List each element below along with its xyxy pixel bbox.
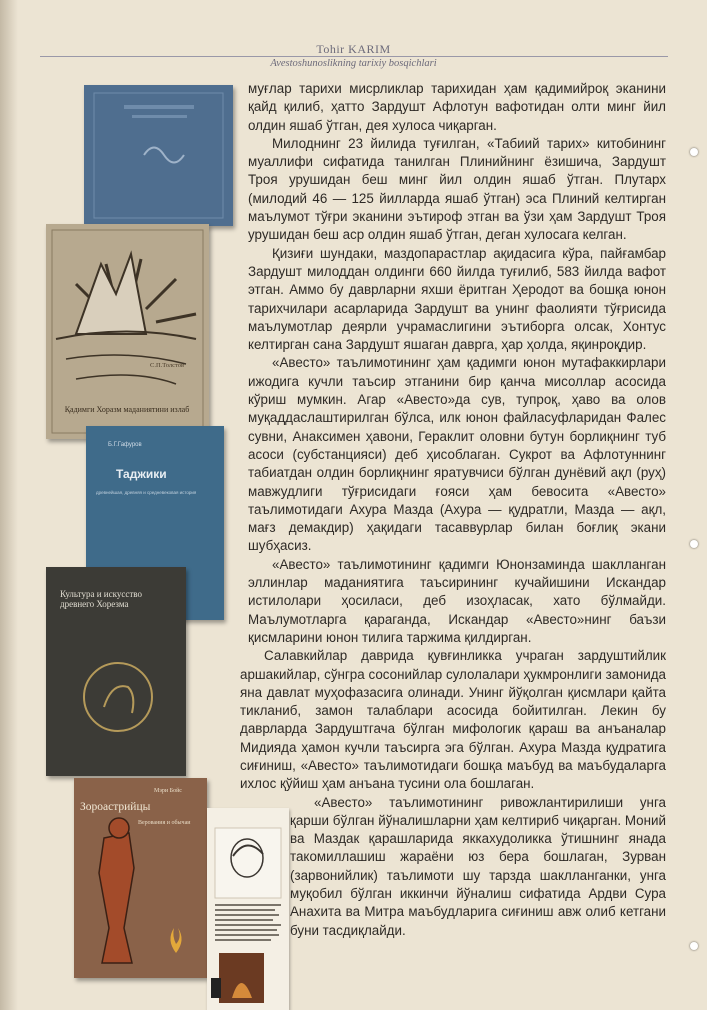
book-cover-zoroastrians: [74, 778, 207, 978]
book-tajiki-subtitle: древнейшая, древняя и средневековая история: [96, 490, 197, 495]
book-cover-zoroastrians-art: [74, 778, 207, 978]
book-zoroastrians-title: Зороастрийцы: [80, 801, 151, 813]
book-cover-tolstov: [46, 224, 209, 439]
punch-hole-middle: [690, 540, 698, 548]
book-tajiki-title: Таджики: [116, 467, 167, 481]
article-body: [240, 80, 666, 940]
punch-hole-bottom: [690, 942, 698, 950]
book-tolstov-author: С.П.Толстов: [150, 362, 185, 369]
paragraph-7: «Авесто» таълимотининг ривожлантирилиши унга қарши бўлган йўналишларни ҳам келтириб чиқарган. Моний ва Маздак қарашларида яккахудоликка ўтишнинг янада такомиллашиш жараёни юз бера бошлаган, Зурван (зарвонийлик) таълимоти шу тарзда шаклланганки, унга муқобил бўлган иккинчи йўналиш сифатида Ардви Сура Анахита ва Митра маъбудларига сиғиниш авж олиб кетгани буни тасдиқлайди.: [290, 794, 666, 938]
paragraph-3: Қизиғи шундаки, маздопарастлар ақидасига кўра, пайғамбар Зардушт милоддан олдинги 660 йилда туғилиб, 583 йилда вафот этган. Аммо бу даврларни яхши ёритган Ҳеродот ва бошқа юнон тарихчилари асарларида Зардушт ва унинг фаолияти тўғрисида маълумотлар деярли учрамаслигини эътиборга олсак, Хонтус келтирган сана Зардушт яшаган даврга, ҳар ҳолда, яқинроқдир.: [248, 245, 666, 353]
paragraph-5: «Авесто» таълимотининг қадимги Юнонзаминда шаклланган эллинлар маданиятига таъсирининг кучайишини Искандар истилолари ҳосиласи, деб изоҳласак, хато бўлмайди. Маълумотларга қараганда, Искандар «Авесто»нинг баъзи қисмларини юнон тилига таржима қилдирган.: [248, 556, 666, 645]
book-khorezm-title: Культура и искусство древнего Хорезма: [60, 589, 142, 609]
paragraph-4: «Авесто» таълимотининг ҳам қадимги юнон мутафаккирлари ижодига кучли таъсир этганини бир қанча мисоллар асосида кўриш мумкин. Агар «Авесто»да сув, тупроқ, ҳаво ва олов муқаддаслаштирилган бўлса, илк юнон файласуфларидан Фалес сувни, Анаксимен ҳавони, Гераклит оловни бутун борлиқнинг туб асоси (субстанцияси) деб ҳисоблаган. Сукрот ва Афлотуннинг табиатдан олдин борлиқнинг яратувчиси бўлган дунёвий ақл (руҳ) мавжудлиги тўғрисидаги ғояси ҳам бевосита «Авесто» таълимотидаги Ахура Мазда (Ахура — қудратли, Мазда — ақл, мағз демакдир) ҳақидаги тасаввурлар билан боғлиқ экани шубҳасиз.: [248, 355, 666, 554]
book-cover-khorezm-art: [46, 567, 186, 776]
book-cover-blue-art: [84, 85, 233, 226]
running-head-author: Tohir KARIM: [316, 42, 391, 56]
header-rule: [40, 56, 668, 57]
paragraph-1: муғлар тарихи мисрликлар тарихидан ҳам қадимийроқ эканини қайд қилиб, ҳатто Зардушт Афлотун вафотидан олти минг йил олдин яшаб ўтган, дея хулоса чиқарган.: [248, 81, 666, 133]
running-head-subtitle: Avestoshunoslikning tarixiy bosqichlari: [270, 58, 437, 69]
book-cover-blue: [84, 85, 233, 226]
book-tajiki-author: Б.Г.Гафуров: [108, 442, 142, 448]
paragraph-2: Милоднинг 23 йилида туғилган, «Табиий тарих» китобининг муаллифи сифатида танилган Плинийнинг ёзишича, Зардушт Троя урушидан беш минг йил олдин яшаб ўтган. Плутарх (милодий 46 — 125 йилларда яшаб ўтган) эса Плиний келтирган маълумот тўғри эканини эътироф этган ва ўзи ҳам Зардушт Троя урушидан беш аср олдин яшаб ўтган, деган хулосага келган.: [248, 135, 666, 243]
book-cover-khorezm: [46, 567, 186, 776]
page-edge-shadow: [0, 0, 18, 1010]
book-cover-tolstov-art: [46, 224, 209, 439]
book-zoroastrians-author: Мэри Бойс: [154, 788, 182, 794]
punch-hole-top: [690, 148, 698, 156]
book-zoroastrians-subtitle: Верования и обычаи: [138, 820, 191, 826]
book-tolstov-title: Қадимги Хоразм маданиятини излаб: [64, 405, 190, 414]
paragraph-6: Салавкийлар даврида қувғинликка учраган зардуштийлик аршакийлар, сўнгра сосонийлар сулолалари ҳукмронлиги замонида яна давлат муҳофазасига олинади. Унинг йўқолган қисмлари қайта тикланиб, замон талаблари асосида бойитилган. Лекин бу даврларда Зардуштгача бўлган мифологик қараш ва анъаналар Мидияда ҳамон кучли таъсирга эга бўлган. Ахура Мазда қудратига сиғиниш, «Авесто» таълимотидаги бошқа маъбуд ва маъбудаларга ихлос қўйиш ҳам анъана тусини ола бошлаган.: [240, 648, 666, 792]
